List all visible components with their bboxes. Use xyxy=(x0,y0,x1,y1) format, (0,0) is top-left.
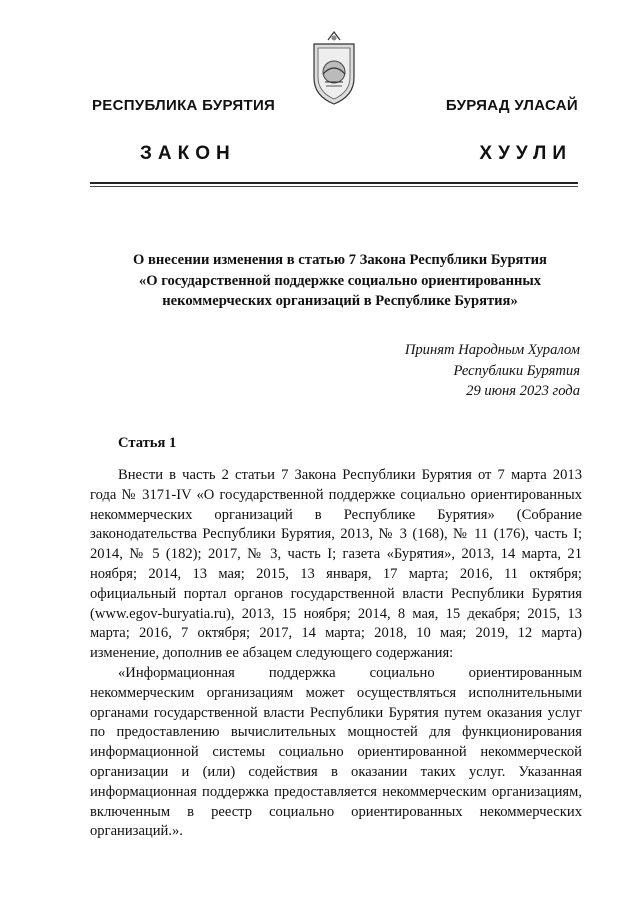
article-paragraph: «Информационная поддержка социально ориентированным некоммерческим организациям может осуществляться исполнительными органами государственной власти Республики Бурятия путем оказания услуг по предоставлению вычислительных мощностей для функционирования информационной системы социально ориентированной некоммерческой организации и (или) содействия в оказании таких услуг. Указанная информационная поддержка предоставляется некоммерческим организациям, включенным в реестр социально ориентированных некоммерческих организаций.». xyxy=(90,664,582,840)
law-title-ru: ЗАКОН xyxy=(140,143,236,164)
adoption-note xyxy=(405,340,580,402)
law-name-line: О внесении изменения в статью 7 Закона Республики Бурятия xyxy=(133,252,547,268)
coat-of-arms-emblem xyxy=(308,30,360,106)
header-left: РЕСПУБЛИКА БУРЯТИЯ xyxy=(92,97,276,114)
law-title-bua: ХУУЛИ xyxy=(479,143,572,164)
law-name-line: некоммерческих организаций в Республике Бурятия» xyxy=(162,293,518,309)
law-name-line: «О государственной поддержке социально ориентированных xyxy=(138,272,542,289)
law-name xyxy=(95,250,585,312)
adoption-line: Принят Народным Хуралом xyxy=(404,342,580,358)
header-right: БУРЯАД УЛАСАЙ xyxy=(445,97,578,114)
article-paragraph: Внести в часть 2 статьи 7 Закона Республики Бурятия от 7 марта 2013 года № 3171-IV «О государственной поддержке социально ориентированных некоммерческих организаций в Республике Бурятия» (Собрание законодательства Республики Бурятия, 2013, № 3 (168), № 11 (176), часть I; 2014, № 5 (182); 2017, № 3, часть I; газета «Бурятия», 2013, 14 марта, 21 ноября; 2014, 13 мая; 2015, 13 января, 17 марта; 2016, 11 октября; официальный портал органов государственной власти Республики Бурятия (www.egov-buryatia.ru), 2013, 15 ноября; 2014, 8 мая, 15 декабря; 2015, 13 марта; 2016, 7 октября; 2017, 14 марта; 2018, 10 мая; 2019, 12 марта) изменение, дополнив ее абзацем следующего содержания: xyxy=(90,467,582,662)
divider-line xyxy=(90,182,578,184)
divider-line-thin xyxy=(90,186,578,187)
adoption-line: Республики Бурятия xyxy=(453,362,580,379)
adoption-date: 29 июня 2023 года xyxy=(466,383,580,399)
article-body xyxy=(90,466,582,842)
article-heading: Статья 1 xyxy=(118,435,177,451)
